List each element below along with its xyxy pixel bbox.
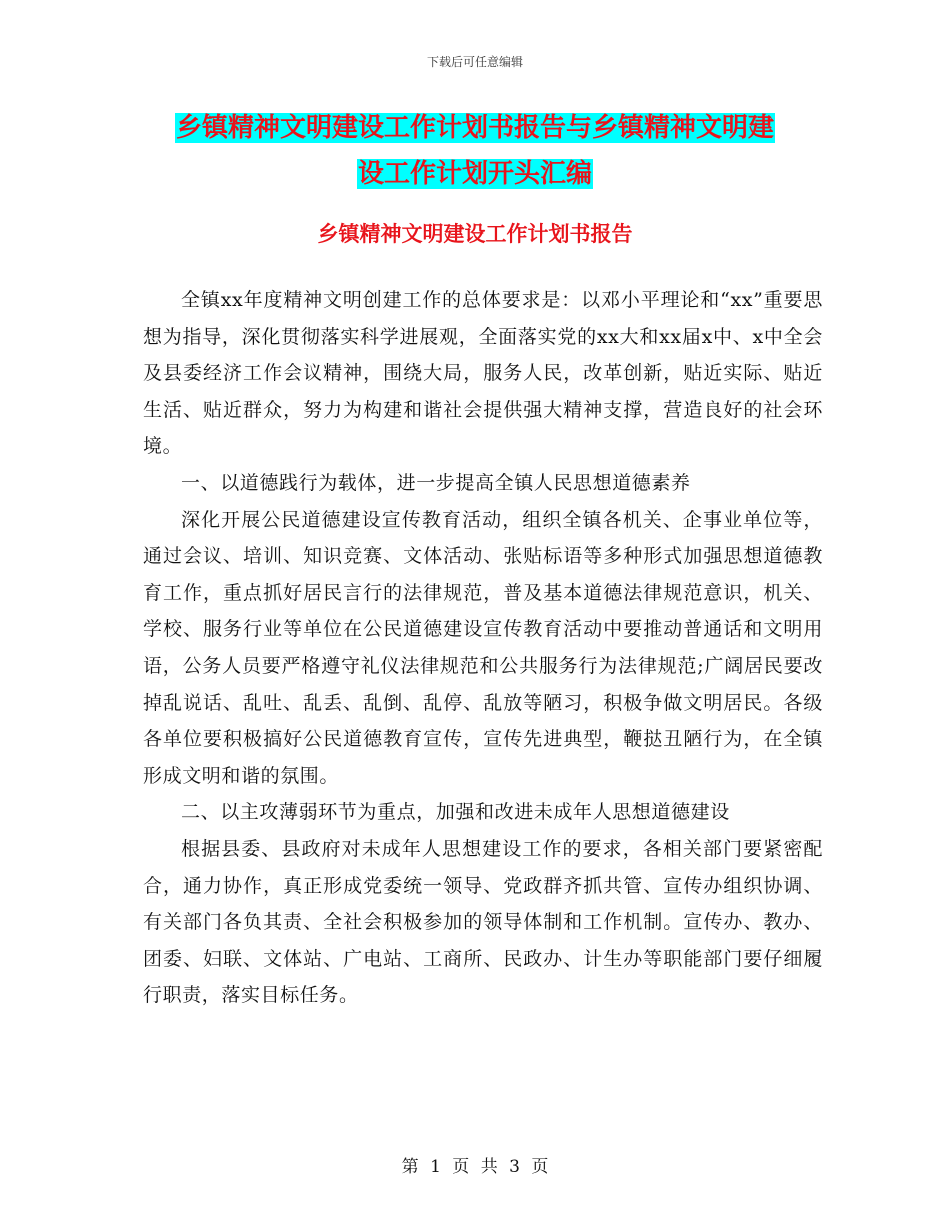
document-title-line-2 xyxy=(0,157,950,191)
heading-section-1: 一、以道德践行为载体，进一步提高全镇人民思想道德素养 xyxy=(181,471,691,494)
document-title-line-2-text: 设工作计划开头汇编 xyxy=(357,159,592,189)
section-title: 乡镇精神文明建设工作计划书报告 xyxy=(317,222,633,246)
paragraph-intro: 全镇xx年度精神文明创建工作的总体要求是：以邓小平理论和“xx”重要思想为指导，深化贯彻落实科学进展观，全面落实党的xx大和xx届x中、x中全会及县委经济工作会议精神，围绕大局，服务人民，改革创新，贴近实际、贴近生活、贴近群众，努力为构建和谐社会提供强大精神支撑，营造良好的社会环境。 xyxy=(143,289,823,458)
heading-section-2: 二、以主攻薄弱环节为重点，加强和改进未成年人思想道德建设 xyxy=(181,801,730,824)
document-body xyxy=(143,282,823,1014)
document-title-line-1 xyxy=(0,111,950,145)
page-number-footer: 第 1 页 共 3 页 xyxy=(401,1157,549,1177)
header-note: 下载后可任意编辑 xyxy=(426,55,523,69)
paragraph-section-2: 根据县委、县政府对未成年人思想建设工作的要求，各相关部门要紧密配合，通力协作，真正形成党委统一领导、党政群齐抓共管、宣传办组织协调、有关部门各负其责、全社会积极参加的领导体制和工作机制。宣传办、教办、团委、妇联、文体站、广电站、工商所、民政办、计生办等职能部门要仔细履行职责，落实目标任务。 xyxy=(143,837,823,1007)
paragraph-section-1: 深化开展公民道德建设宣传教育活动，组织全镇各机关、企事业单位等，通过会议、培训、知识竞赛、文体活动、张贴标语等多种形式加强思想道德教育工作，重点抓好居民言行的法律规范，普及基本道德法律规范意识，机关、学校、服务行业等单位在公民道德建设宣传教育活动中要推动普通话和文明用语，公务人员要严格遵守礼仪法律规范和公共服务行为法律规范;广阔居民要改掉乱说话、乱吐、乱丢、乱倒、乱停、乱放等陋习，积极争做文明居民。各级各单位要积极搞好公民道德教育宣传，宣传先进典型，鞭挞丑陋行为，在全镇形成文明和谐的氛围。 xyxy=(143,508,823,787)
document-title-line-1-text: 乡镇精神文明建设工作计划书报告与乡镇精神文明建 xyxy=(175,113,774,143)
